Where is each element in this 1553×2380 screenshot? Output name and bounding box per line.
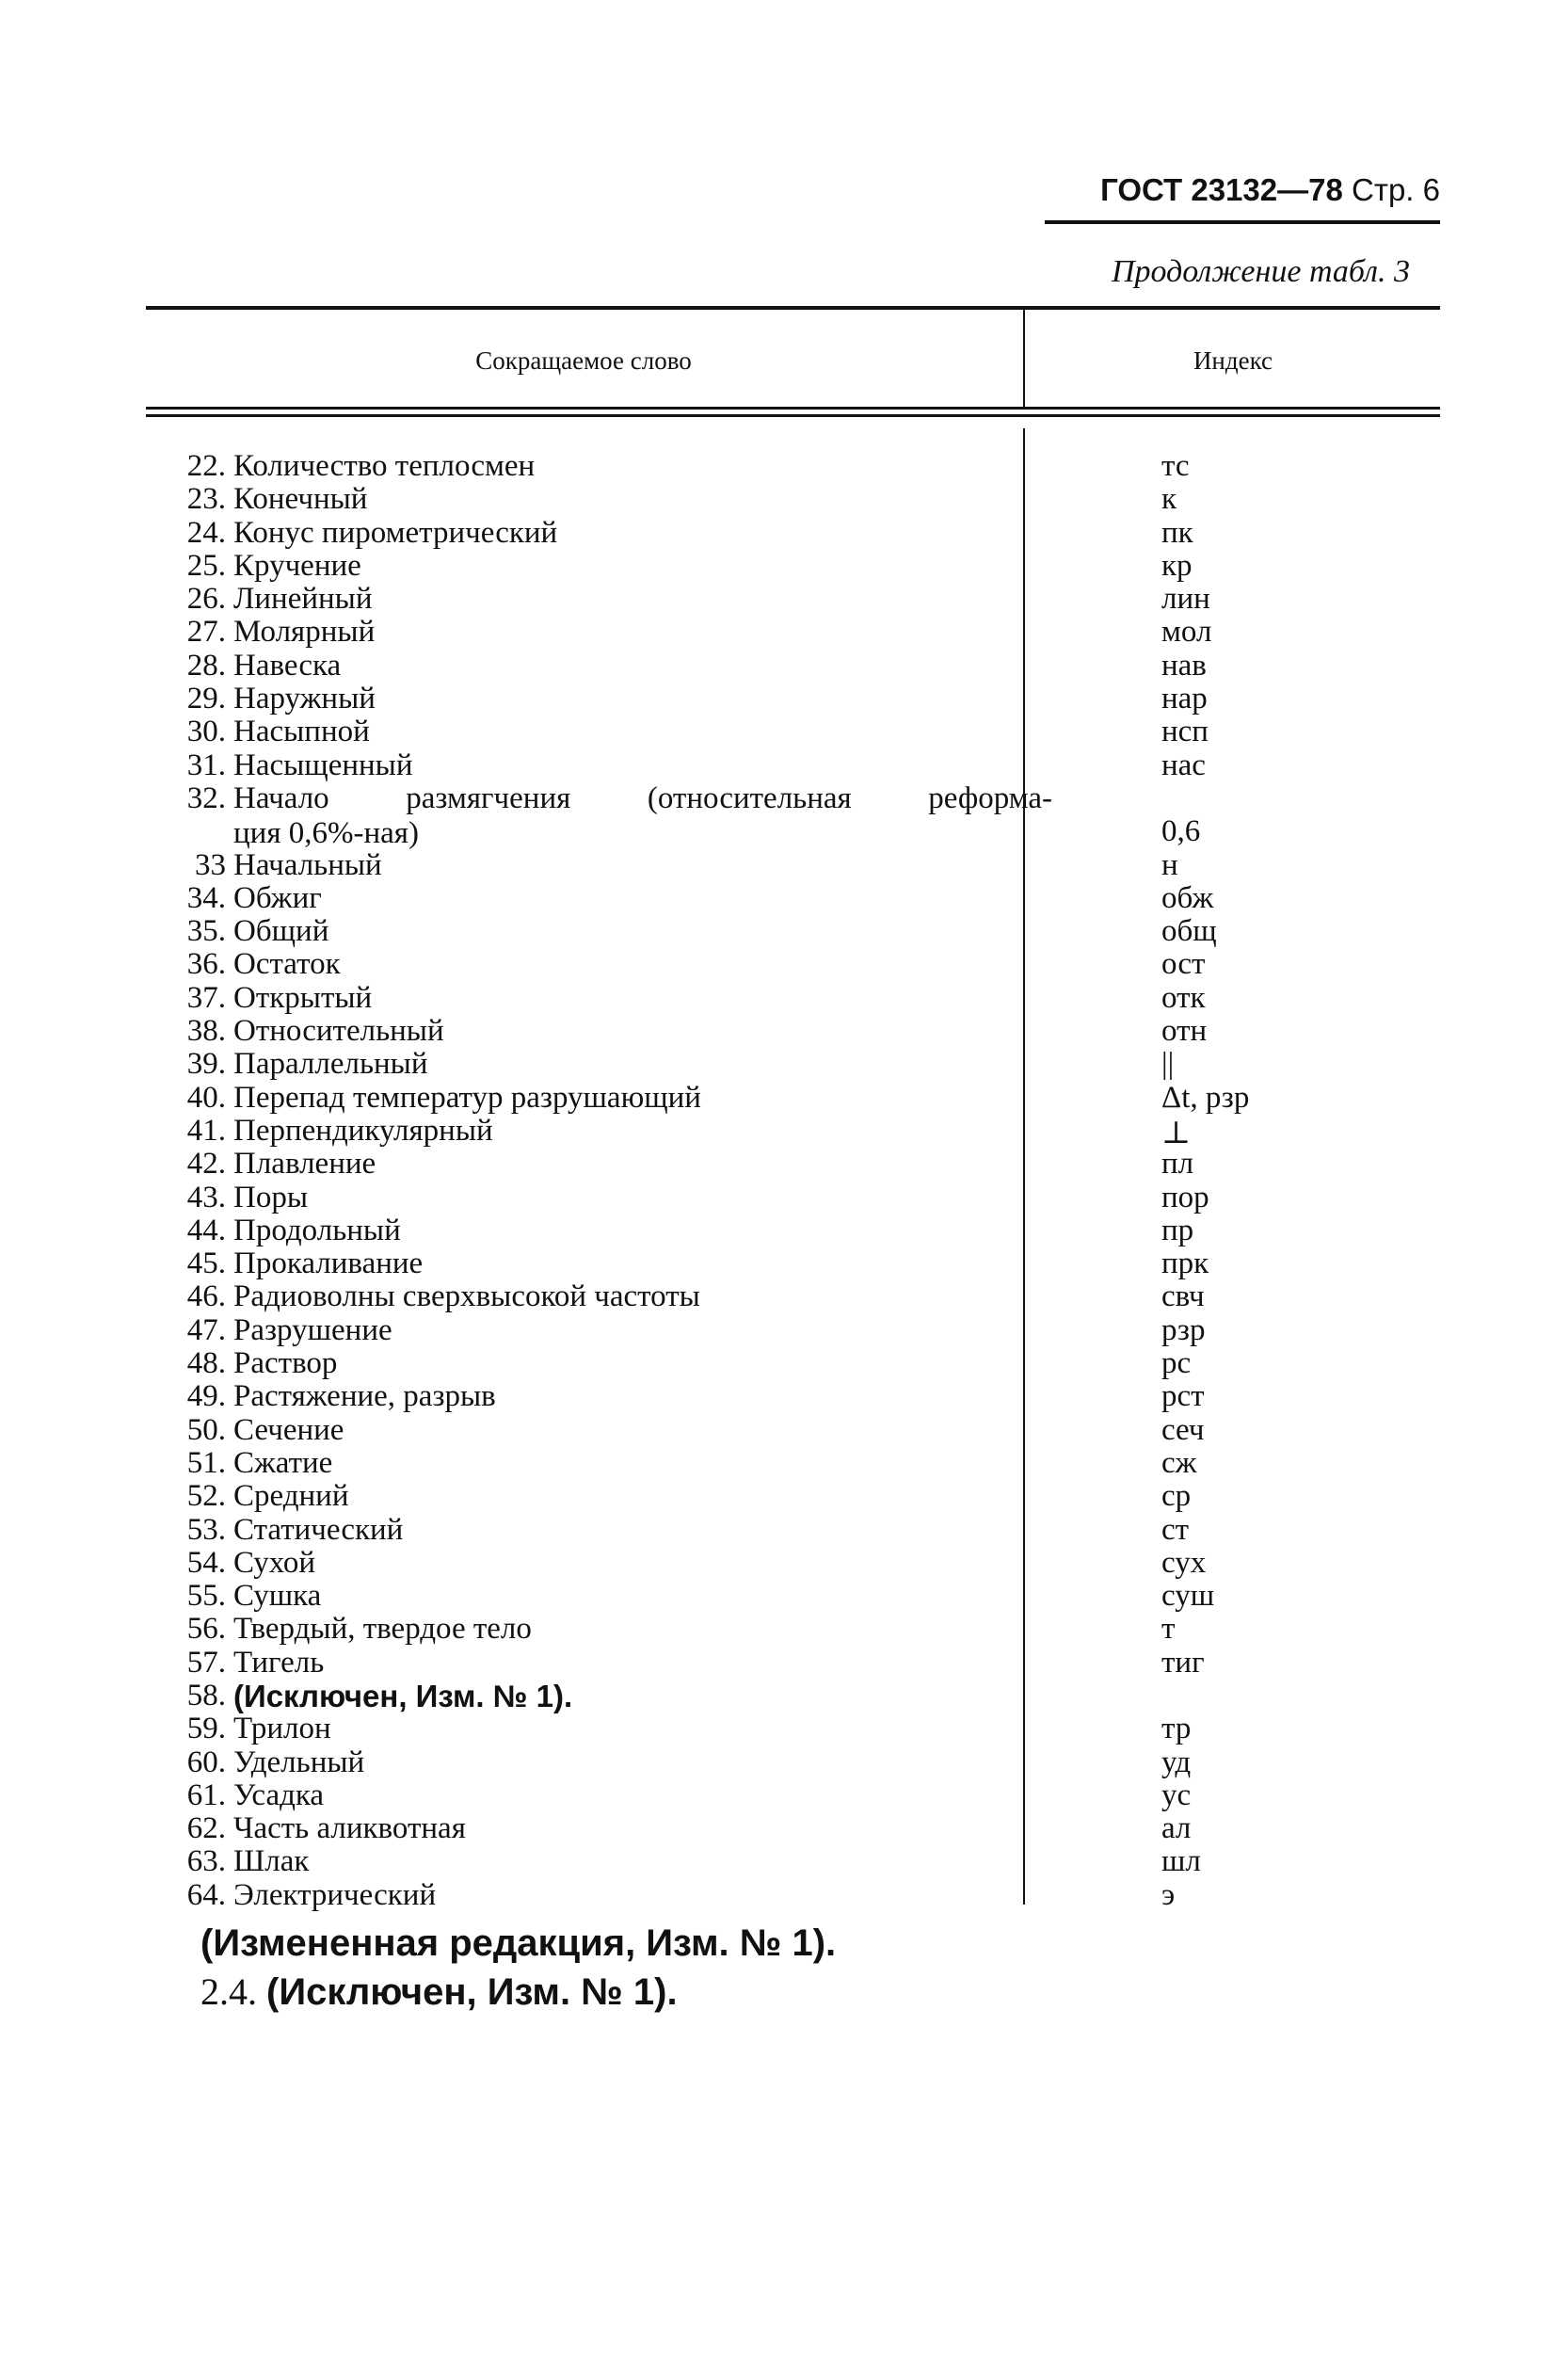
row-number: 57. — [186, 1645, 226, 1680]
row-number: 41. — [186, 1113, 226, 1148]
row-index: пр — [1161, 1213, 1194, 1247]
row-number: 49. — [186, 1379, 226, 1414]
row-word: Относительный — [233, 1014, 444, 1049]
row-word: Твердый, твердое тело — [233, 1612, 532, 1647]
amendment-note-text: (Измененная редакция, Изм. № 1). — [200, 1922, 837, 1964]
row-number: 31. — [186, 748, 226, 782]
table-head-rule-2 — [146, 414, 1440, 417]
row-number: 63. — [186, 1844, 226, 1879]
row-index: мол — [1161, 615, 1212, 650]
row-index: рс — [1161, 1346, 1192, 1381]
row-word: Усадка — [233, 1777, 325, 1812]
row-word: Начальный — [233, 847, 382, 882]
row-index: ср — [1161, 1479, 1192, 1514]
row-word: Линейный — [233, 582, 373, 617]
row-index: рзр — [1161, 1312, 1206, 1347]
row-index: ал — [1161, 1811, 1192, 1846]
row-index: ст — [1161, 1512, 1190, 1547]
row-word: Сухой — [233, 1545, 316, 1580]
row-index: сух — [1161, 1545, 1207, 1580]
row-word: Плавление — [233, 1147, 376, 1182]
row-number: 35. — [186, 914, 226, 949]
row-word: Раствор — [233, 1346, 338, 1381]
row-index: уд — [1161, 1745, 1192, 1779]
row-number: 43. — [186, 1180, 226, 1214]
row-number: 62. — [186, 1811, 226, 1846]
page-number: Стр. 6 — [1352, 172, 1440, 207]
row-word: Общий — [233, 914, 329, 949]
row-number: 34. — [186, 880, 226, 915]
row-number: 47. — [186, 1312, 226, 1347]
row-number: 46. — [186, 1279, 226, 1314]
row-number: 27. — [186, 615, 226, 650]
row-word: Продольный — [233, 1213, 401, 1247]
row-number: 38. — [186, 1014, 226, 1049]
row-word: Конечный — [233, 482, 368, 517]
row-number: 39. — [186, 1047, 226, 1082]
clause-number: 2.4. — [200, 1970, 257, 2013]
row-word: Конус пирометрический — [233, 515, 558, 550]
row-number: 24. — [186, 515, 226, 550]
row-number: 52. — [186, 1479, 226, 1514]
row-index: шл — [1161, 1844, 1201, 1879]
row-index: т — [1161, 1612, 1176, 1647]
row-word: Сушка — [233, 1579, 322, 1614]
column-header-word: Сокращаемое слово — [475, 346, 692, 375]
row-word: Насыпной — [233, 715, 370, 749]
row-number: 64. — [186, 1877, 226, 1912]
row-number: 59. — [186, 1712, 226, 1746]
table-head-divider — [1023, 309, 1025, 408]
row-number: 56. — [186, 1612, 226, 1647]
row-index: к — [1161, 482, 1177, 517]
table-head-rule-1 — [146, 407, 1440, 410]
row-number: 55. — [186, 1579, 226, 1614]
row-word: Кручение — [233, 548, 361, 583]
row-index: лин — [1161, 582, 1210, 617]
row-index: отк — [1161, 980, 1206, 1015]
row-word — [233, 781, 1156, 851]
row-index: отн — [1161, 1014, 1208, 1049]
row-word: Растяжение, разрыв — [233, 1379, 496, 1414]
row-index: обж — [1161, 880, 1214, 915]
row-number: 45. — [186, 1246, 226, 1281]
header-rule — [1045, 220, 1440, 224]
row-index: кр — [1161, 548, 1193, 583]
row-word: Молярный — [233, 615, 376, 650]
row-index: ус — [1161, 1777, 1192, 1812]
row-number: 36. — [186, 947, 226, 982]
row-index: нав — [1161, 648, 1207, 683]
row-number: 28. — [186, 648, 226, 683]
row-word: Часть аликвотная — [233, 1811, 466, 1846]
row-index: нсп — [1161, 715, 1209, 749]
row-number: 54. — [186, 1545, 226, 1580]
row-index: прк — [1161, 1246, 1209, 1281]
row-word: Перпендикулярный — [233, 1113, 493, 1148]
row-number: 22. — [186, 449, 226, 483]
row-index: ост — [1161, 947, 1206, 982]
clause-text: (Исключен, Изм. № 1). — [266, 1971, 678, 2013]
row-number: 40. — [186, 1080, 226, 1115]
row-word: Трилон — [233, 1712, 331, 1746]
row-number: 29. — [186, 682, 226, 716]
row-number: 53. — [186, 1512, 226, 1547]
row-word: Сечение — [233, 1412, 344, 1447]
row-index: || — [1161, 1047, 1175, 1082]
row-number: 61. — [186, 1777, 226, 1812]
row-word: Перепад температур разрушающий — [233, 1080, 701, 1115]
row-index: пк — [1161, 515, 1193, 550]
row-word: Шлак — [233, 1844, 310, 1879]
row-word-line-2: ция 0,6%-ная) — [233, 815, 419, 850]
row-index: ⊥ — [1161, 1116, 1192, 1150]
row-number: 30. — [186, 715, 226, 749]
row-number: 26. — [186, 582, 226, 617]
row-word: Поры — [233, 1180, 309, 1214]
row-word: Открытый — [233, 980, 373, 1015]
row-index: тр — [1161, 1712, 1192, 1746]
row-word: Электрический — [233, 1877, 437, 1912]
row-index: нар — [1161, 682, 1208, 716]
row-number: 51. — [186, 1445, 226, 1480]
row-word: Статический — [233, 1512, 404, 1547]
row-word: Навеска — [233, 648, 342, 683]
row-word: Параллельный — [233, 1047, 428, 1082]
row-index: пл — [1161, 1147, 1194, 1182]
row-index: рст — [1161, 1379, 1205, 1414]
clause-2-4 — [200, 1970, 678, 2014]
row-index: нас — [1161, 748, 1206, 782]
row-number: 37. — [186, 980, 226, 1015]
row-word: Остаток — [233, 947, 341, 982]
row-word: Наружный — [233, 682, 376, 716]
row-word: Сжатие — [233, 1445, 333, 1480]
row-number: 50. — [186, 1412, 226, 1447]
column-header-index: Индекс — [1193, 346, 1273, 375]
row-index: тиг — [1161, 1645, 1205, 1680]
row-word: (Исключен, Изм. № 1). — [233, 1678, 573, 1713]
row-number: 58. — [186, 1678, 226, 1713]
row-word: Обжиг — [233, 880, 322, 915]
row-word: Удельный — [233, 1745, 365, 1779]
row-index: э — [1161, 1877, 1176, 1912]
row-index: сеч — [1161, 1412, 1205, 1447]
row-word: Средний — [233, 1479, 349, 1514]
row-index: тс — [1161, 449, 1190, 483]
row-index: 0,6 — [1161, 814, 1201, 849]
row-index: общ — [1161, 914, 1217, 949]
row-number: 33 — [195, 847, 226, 882]
row-word: Прокаливание — [233, 1246, 424, 1281]
row-word: Количество теплосмен — [233, 449, 536, 483]
row-word: Тигель — [233, 1645, 325, 1680]
row-index: сж — [1161, 1445, 1197, 1480]
row-number: 60. — [186, 1745, 226, 1779]
row-word: Насыщенный — [233, 748, 413, 782]
amendment-note — [200, 1921, 836, 1965]
row-word: Разрушение — [233, 1312, 392, 1347]
row-number: 44. — [186, 1213, 226, 1247]
row-number: 23. — [186, 482, 226, 517]
row-index: пор — [1161, 1180, 1209, 1214]
row-number: 25. — [186, 548, 226, 583]
row-number: 42. — [186, 1147, 226, 1182]
row-number: 48. — [186, 1346, 226, 1381]
row-word: Радиоволны сверхвысокой частоты — [233, 1279, 700, 1314]
row-index: суш — [1161, 1579, 1215, 1614]
row-index: н — [1161, 847, 1178, 882]
row-index: свч — [1161, 1279, 1205, 1314]
row-word-line-1: Начало размягчения (относительная реформа- — [233, 780, 1052, 815]
table-top-rule — [146, 306, 1440, 310]
document-code: ГОСТ 23132—78 — [1100, 172, 1343, 207]
row-number: 32. — [186, 780, 226, 815]
page-header — [1073, 172, 1440, 208]
row-index: Δt, рзр — [1161, 1080, 1250, 1115]
table-continuation-caption: Продолжение табл. 3 — [1111, 254, 1410, 289]
